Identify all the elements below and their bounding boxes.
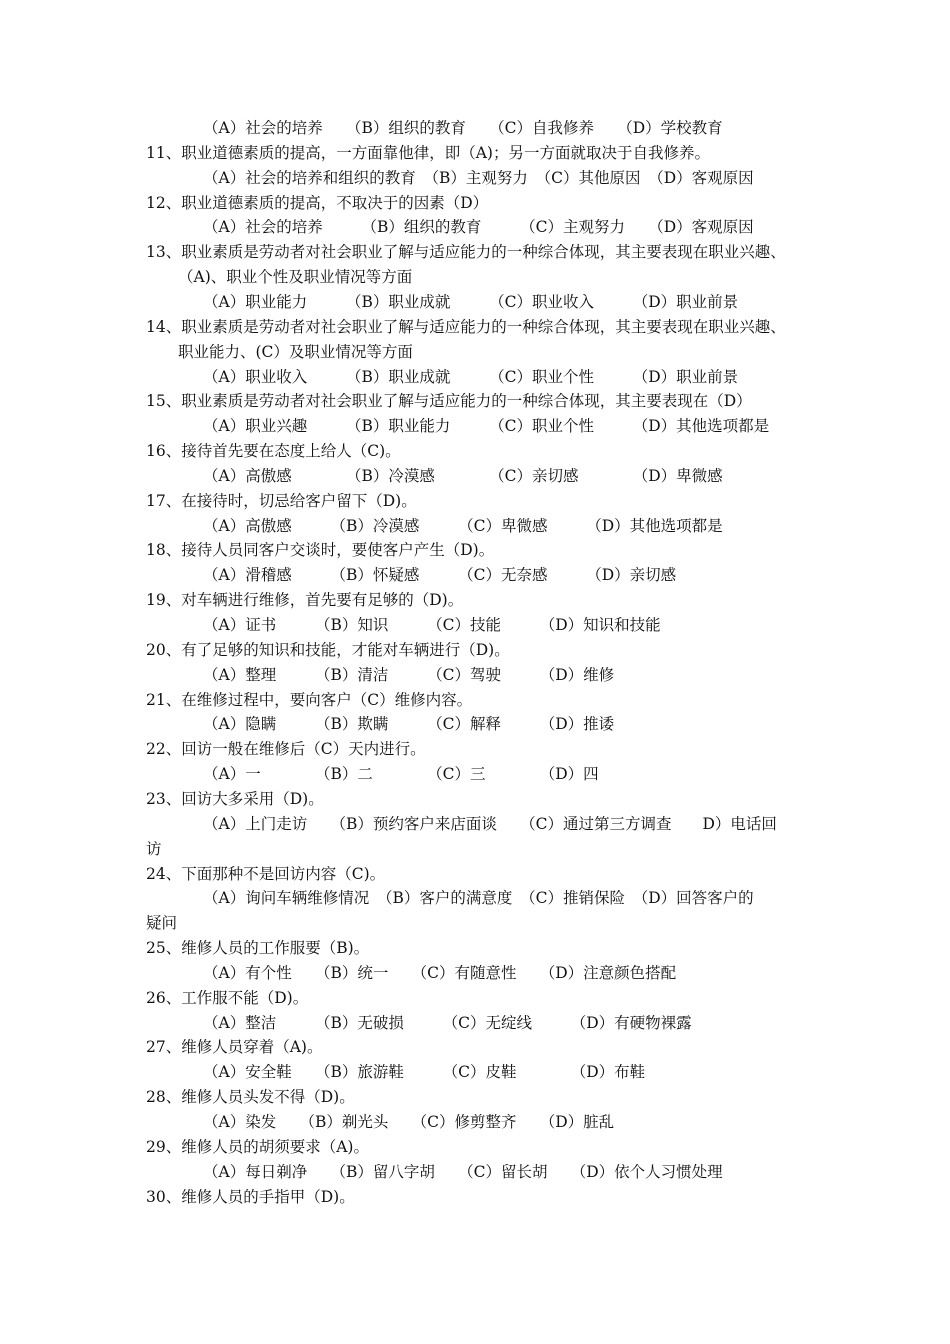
options-line: （A）有个性 （B）统一 （C）有随意性 （D）注意颜色搭配	[203, 963, 677, 982]
question-line: 27、维修人员穿着（A)。	[146, 1038, 323, 1057]
question-line: 18、接待人员同客户交谈时，要使客户产生（D)。	[146, 541, 495, 560]
question-line: 30、维修人员的手指甲（D)。	[146, 1187, 355, 1206]
question-line: 20、有了足够的知识和技能，才能对车辆进行（D)。	[146, 640, 510, 659]
question-line: 22、回访一般在维修后（C）天内进行。	[146, 740, 426, 759]
question-line: 17、在接待时，切忌给客户留下（D)。	[146, 491, 417, 510]
question-line: 12、职业道德素质的提高，不取决于的因素（D）	[146, 193, 489, 212]
question-line: 25、维修人员的工作服要（B)。	[146, 939, 370, 958]
options-line: （A）高傲感 （B）冷漠感 （C）亲切感 （D）卑微感	[203, 466, 723, 485]
question-line: 23、回访大多采用（D)。	[146, 789, 324, 808]
wrapped-text: 访	[146, 839, 162, 858]
options-line: （A）每日剃净 （B）留八字胡 （C）留长胡 （D）依个人习惯处理	[203, 1162, 723, 1181]
question-line: 26、工作服不能（D)。	[146, 988, 309, 1007]
options-line: （A）社会的培养 （B）组织的教育 （C）自我修养 （D）学校教育	[203, 119, 723, 137]
question-line: 16、接待首先要在态度上给人（C)。	[146, 442, 401, 461]
options-line: （A）上门走访 （B）预约客户来店面谈 （C）通过第三方调查 D）电话回	[203, 814, 777, 833]
options-line: （A）社会的培养和组织的教育 （B）主观努力 （C）其他原因 （D）客观原因	[203, 168, 754, 187]
question-line: 24、下面那种不是回访内容（C)。	[146, 864, 386, 883]
options-line: （A）社会的培养 （B）组织的教育 （C）主观努力 （D）客观原因	[203, 218, 754, 237]
options-line: （A）证书 （B）知识 （C）技能 （D）知识和技能	[203, 616, 661, 634]
question-line: 15、职业素质是劳动者对社会职业了解与适应能力的一种综合体现，其主要表现在（D）	[146, 392, 752, 411]
options-line: （A）隐瞒 （B）欺瞒 （C）解释 （D）推诿	[203, 715, 615, 734]
question-line: 29、维修人员的胡须要求（A)。	[146, 1137, 369, 1156]
options-line: （A）染发 （B）剃光头 （C）修剪整齐 （D）脏乱	[203, 1113, 615, 1131]
question-continuation: （A)、职业个性及职业情况等方面	[178, 268, 413, 287]
options-line: （A）高傲感 （B）冷漠感 （C）卑微感 （D）其他选项都是	[203, 516, 723, 535]
question-continuation: 职业能力、(C）及职业情况等方面	[178, 342, 413, 361]
options-line: （A）询问车辆维修情况 （B）客户的满意度 （C）推销保险 （D）回答客户的	[203, 889, 754, 908]
options-line: （A）职业能力 （B）职业成就 （C）职业收入 （D）职业前景	[203, 292, 739, 311]
question-line: 21、在维修过程中，要向客户（C）维修内容。	[146, 690, 473, 709]
wrapped-text: 疑问	[146, 914, 178, 933]
options-line: （A）一 （B）二 （C）三 （D）四	[203, 765, 599, 784]
options-line: （A）职业收入 （B）职业成就 （C）职业个性 （D）职业前景	[203, 367, 739, 386]
question-line: 19、对车辆进行维修，首先要有足够的（D)。	[146, 591, 464, 610]
question-line: 13、职业素质是劳动者对社会职业了解与适应能力的一种综合体现，其主要表现在职业兴趣、	[146, 243, 786, 262]
options-line: （A）职业兴趣 （B）职业能力 （C）职业个性 （D）其他选项都是	[203, 417, 770, 436]
question-line: 28、维修人员头发不得（D)。	[146, 1088, 355, 1107]
options-line: （A）整理 （B）清洁 （C）驾驶 （D）维修	[203, 665, 615, 684]
options-line: （A）安全鞋 （B）旅游鞋 （C）皮鞋 （D）布鞋	[203, 1063, 646, 1082]
question-line: 14、职业素质是劳动者对社会职业了解与适应能力的一种综合体现，其主要表现在职业兴趣、	[146, 317, 786, 336]
options-line: （A）滑稽感 （B）怀疑感 （C）无奈感 （D）亲切感	[203, 566, 677, 585]
options-line: （A）整洁 （B）无破损 （C）无绽线 （D）有硬物裸露	[203, 1013, 692, 1032]
question-line: 11、职业道德素质的提高，一方面靠他律，即（A)；另一方面就取决于自我修养。	[146, 143, 710, 162]
